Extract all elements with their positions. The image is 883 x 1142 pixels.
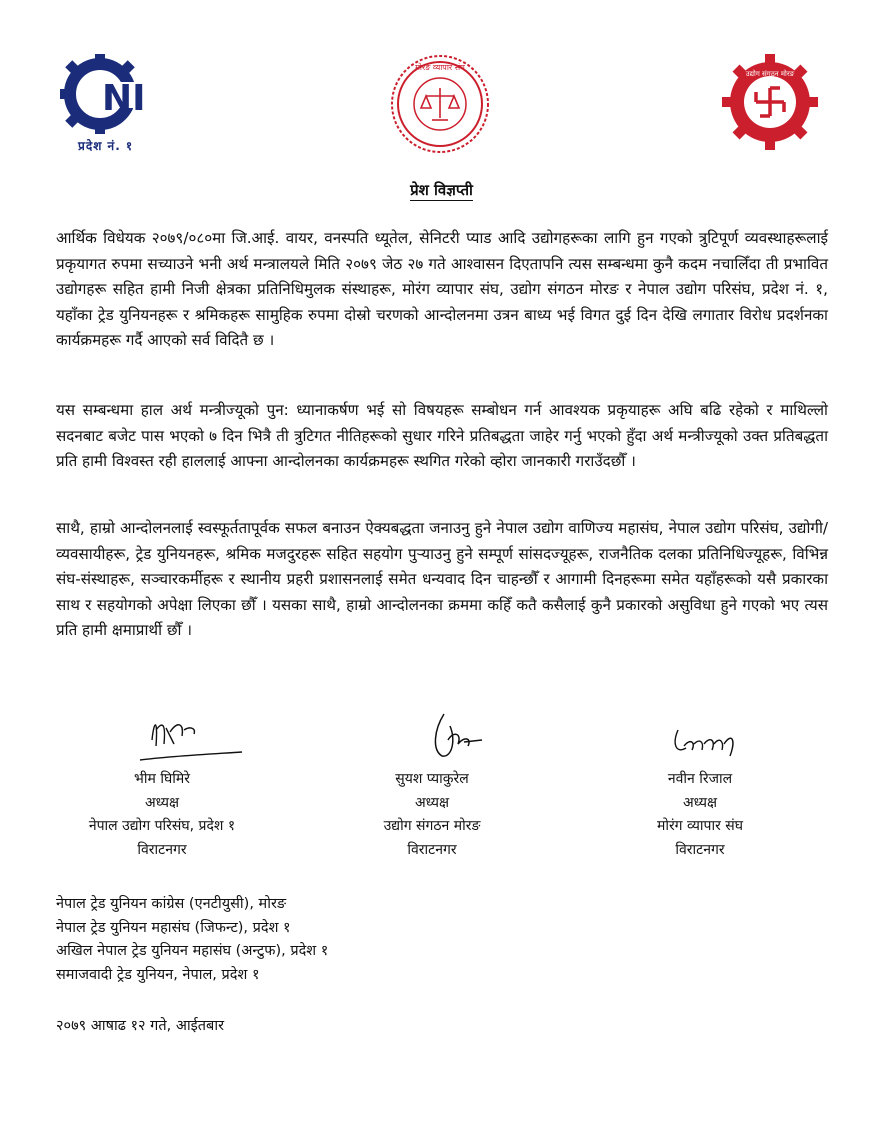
signatory-1-name: भीम घिमिरे xyxy=(134,771,190,787)
signatory-1-org: नेपाल उद्योग परिसंघ, प्रदेश १ xyxy=(88,818,236,834)
paragraph-1: आर्थिक विधेयक २०७९/०८०मा जि.आई. वायर, वनस्पति ध्यूतेल, सेनिटरी प्याड आदि उद्योगहरूका लागि हुन गएको त्रुटिपूर्ण व्यवस्थाहरूलाई प्रकृयागत रुपमा सच्याउने भनी अर्थ मन्त्रालयले मिति २०७९ जेठ २७ गते आश्वासन दिएतापनि त्यस सम्बन्धमा कुनै कदम नचालिँदा ती प्रभावित उद्योगहरू सहित हामी निजी क्षेत्रका प्रतिनिधिमुलक संस्थाहरू, मोरंग व्यापार संघ, उद्योग संगठन मोरङ र नेपाल उद्योग परिसंघ, प्रदेश नं. १, यहाँका ट्रेड युनियनहरू र श्रमिकहरू सामुहिक रुपमा दोस्रो चरणको आन्दोलनमा उत्रन बाध्य भई विगत दुई दिन देखि लगातार विरोध प्रदर्शनका कार्यक्रमहरू गर्दै आएको सर्व विदितै छ । xyxy=(56,229,828,350)
udyog-logo-text: उद्योग संगठन मोरङ xyxy=(745,70,795,78)
signatory-3 xyxy=(580,700,820,862)
udyog-sangathan-morang-logo xyxy=(722,54,818,150)
signature-bhim-ghimire xyxy=(82,700,242,768)
signatory-2-city: विराटनगर xyxy=(407,841,457,858)
union-item: अखिल नेपाल ट्रेड युनियन महासंघ (अन्टुफ), प्रदेश १ xyxy=(56,943,329,960)
cni-logo-text: NI xyxy=(102,78,146,119)
signatory-1-city: विराटनगर xyxy=(137,841,187,858)
paragraph-3: साथै, हाम्रो आन्दोलनलाई स्वस्फूर्ततापूर्वक सफल बनाउन ऐक्यबद्धता जनाउनु हुने नेपाल उद्योग वाणिज्य महासंघ, नेपाल उद्योग परिसंघ, उद्योगी/व्यवसायीहरू, ट्रेड युनियनहरू, श्रमिक मजदुरहरू सहित सहयोग पुर्‍याउनु हुने सम्पूर्ण सांसदज्यूहरू, राजनैतिक दलका प्रतिनिधिज्यूहरू, विभिन्न संघ-संस्थाहरू, सञ्चारकर्मीहरू र स्थानीय प्रहरी प्रशासनलाई समेत धन्यवाद दिन चाहन्छौँ र आगामी दिनहरूमा समेत यहाँहरूको यसै प्रकारका साथ र सहयोगको अपेक्षा लिएका छौँ । यसका साथै, हाम्रो आन्दोलनका क्रममा कहिँ कतै कसैलाई कुनै प्रकारको असुविधा हुने गएको भए त्यस प्रति हामी क्षमाप्रार्थी छौँ । xyxy=(56,519,828,640)
signatory-2-position: अध्यक्ष xyxy=(414,794,450,811)
signatory-3-name: नवीन रिजाल xyxy=(667,771,733,787)
signatory-2-org: उद्योग संगठन मोरङ xyxy=(383,818,481,834)
release-date: २०७९ आषाढ १२ गते, आईतबार xyxy=(56,1018,225,1034)
union-item: समाजवादी ट्रेड युनियन, नेपाल, प्रदेश १ xyxy=(56,966,260,983)
signatory-1 xyxy=(42,700,282,862)
union-item: नेपाल ट्रेड युनियन कांग्रेस (एनटीयुसी), मोरङ xyxy=(56,896,287,912)
paragraph-2: यस सम्बन्धमा हाल अर्थ मन्त्रीज्यूको पुन: ध्यानाकर्षण भई सो विषयहरू सम्बोधन गर्न आवश्यक प्रकृयाहरू अघि बढि रहेको र माथिल्लो सदनबाट बजेट पास भएको ७ दिन भित्रै ती त्रुटिगत नीतिहरूको सुधार गरिने प्रतिबद्धता जाहेर गर्नु भएको हुँदा अर्थ मन्त्रीज्यूको उक्त प्रतिबद्धता प्रति हामी विश्वस्त रही हाललाई आफ्ना आन्दोलनका कार्यक्रमहरू स्थगित गरेको व्होरा जानकारी गराउँदछौँ । xyxy=(56,401,829,471)
signatory-3-org: मोरंग व्यापार संघ xyxy=(656,818,744,834)
union-item: नेपाल ट्रेड युनियन महासंघ (जिफन्ट), प्रदेश १ xyxy=(56,919,291,936)
trade-unions-list xyxy=(56,893,328,987)
signatory-1-position: अध्यक्ष xyxy=(144,794,180,811)
morang-logo-text: मोरङ व्यापार संघ xyxy=(415,63,465,72)
signatory-2-name: सुयश प्याकुरेल xyxy=(395,771,469,787)
signature-suyash-pyakurel xyxy=(352,700,512,768)
morang-vyapar-sangh-logo xyxy=(388,52,492,156)
signatory-3-city: विराटनगर xyxy=(675,841,725,858)
signatory-3-position: अध्यक्ष xyxy=(682,794,718,811)
cni-logo-caption: प्रदेश नं. १ xyxy=(78,139,134,153)
press-release-title: प्रेश विज्ञप्ती xyxy=(410,181,473,199)
signatory-2 xyxy=(312,700,552,862)
signature-naveen-rijal xyxy=(620,700,780,768)
